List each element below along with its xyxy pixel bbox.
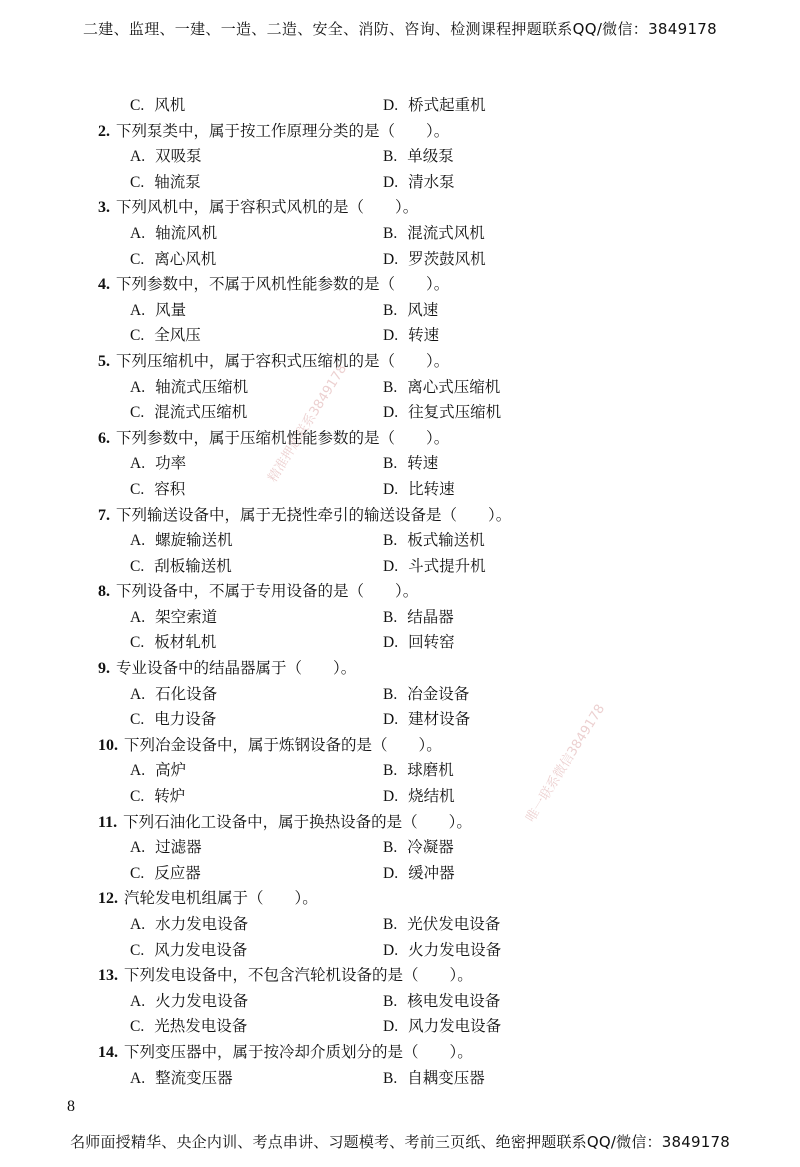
option-row [0,682,800,708]
option: B. 风速 [383,300,439,319]
option: C. 风力发电设备 [130,940,248,959]
option: B. 球磨机 [383,761,454,780]
option: C. 电力设备 [130,710,217,729]
option-row [0,144,800,170]
option: D. 回转窑 [383,633,455,652]
option-row [0,400,800,426]
option: D. 清水泵 [383,172,455,191]
option: C. 光热发电设备 [130,1017,248,1036]
option-row [0,784,800,810]
option-row [0,938,800,964]
question-number: 5. [98,352,110,370]
option-row [0,861,800,887]
option: A. 功率 [130,454,187,473]
option: A. 螺旋输送机 [130,531,233,550]
option: B. 结晶器 [383,607,454,626]
option: B. 单级泵 [383,147,454,166]
option: A. 轴流风机 [130,223,218,242]
option: A. 高炉 [130,761,187,780]
option: B. 核电发电设备 [383,991,501,1010]
option-row [0,93,800,119]
option: C. 转炉 [130,787,186,806]
option: B. 板式输送机 [383,531,485,550]
question-number: 14. [98,1043,118,1061]
option: A. 双吸泵 [130,147,202,166]
question-stem [0,810,800,836]
question-list [0,93,800,1091]
question-text: 下列风机中，属于容积式风机的是（ ）。 [116,198,419,217]
option-row [0,451,800,477]
question-stem [0,963,800,989]
option: D. 斗式提升机 [383,556,486,575]
option: C. 刮板输送机 [130,556,232,575]
page-header: 二建、监理、一建、一造、二造、安全、消防、咨询、检测课程押题联系QQ/微信：3849178 [83,20,717,38]
option: A. 轴流式压缩机 [130,377,249,396]
option: B. 离心式压缩机 [383,377,501,396]
question-number: 10. [98,736,118,754]
question-number: 9. [98,660,110,678]
option: D. 罗茨鼓风机 [383,249,486,268]
question-number: 7. [98,506,110,524]
option-row [0,221,800,247]
option: D. 转速 [383,326,440,345]
question-text: 下列参数中，不属于风机性能参数的是（ ）。 [116,275,450,294]
question-stem [0,272,800,298]
question-stem [0,656,800,682]
question-text: 下列输送设备中，属于无挠性牵引的输送设备是（ ）。 [116,505,512,524]
option: D. 建材设备 [383,710,471,729]
option: A. 过滤器 [130,838,202,857]
option: D. 火力发电设备 [383,940,502,959]
page-number: 8 [67,1098,75,1115]
question-number: 12. [98,890,118,908]
option: B. 自耦变压器 [383,1068,485,1087]
option: C. 全风压 [130,326,201,345]
question-number: 6. [98,429,110,447]
page-footer: 名师面授精华、央企内训、考点串讲、习题模考、考前三页纸、绝密押题联系QQ/微信：3849178 [70,1133,730,1151]
question-stem [0,195,800,221]
question-text: 下列变压器中，属于按冷却介质划分的是（ ）。 [124,1042,473,1061]
option-row [0,247,800,273]
option: A. 水力发电设备 [130,915,249,933]
option-row [0,758,800,784]
question-text: 下列冶金设备中，属于炼钢设备的是（ ）。 [124,735,442,754]
option: C. 反应器 [130,863,201,882]
option: D. 风力发电设备 [383,1017,502,1036]
option: C. 风机 [130,96,186,114]
option: C. 板材轧机 [130,633,217,652]
option-row [0,375,800,401]
option-row [0,477,800,503]
option-row [0,630,800,656]
option: B. 混流式风机 [383,223,485,242]
watermark: 精准押题联系3849178 [265,361,351,486]
option: B. 冶金设备 [383,684,470,703]
option-row [0,298,800,324]
option: D. 比转速 [383,479,455,498]
question-stem [0,349,800,375]
option-row [0,707,800,733]
question-number: 4. [98,276,110,294]
question-number: 2. [98,122,110,140]
option-row [0,912,800,938]
question-text: 汽轮发电机组属于（ ）。 [124,889,318,908]
option-row [0,170,800,196]
question-stem [0,733,800,759]
option: D. 往复式压缩机 [383,403,502,422]
question-text: 专业设备中的结晶器属于（ ）。 [116,659,357,678]
option: C. 轴流泵 [130,172,201,191]
option: B. 转速 [383,454,439,473]
option-row [0,1066,800,1092]
option: A. 火力发电设备 [130,991,249,1010]
watermark: 唯一联系微信3849178 [523,701,609,826]
option: A. 石化设备 [130,684,218,703]
option-row [0,989,800,1015]
question-text: 下列发电设备中，不包含汽轮机设备的是（ ）。 [124,966,473,985]
question-stem [0,1040,800,1066]
question-text: 下列石油化工设备中，属于换热设备的是（ ）。 [123,812,472,831]
question-number: 3. [98,199,110,217]
question-stem [0,426,800,452]
option: C. 混流式压缩机 [130,403,248,422]
question-number: 8. [98,583,110,601]
option: B. 光伏发电设备 [383,915,501,933]
question-text: 下列设备中，不属于专用设备的是（ ）。 [116,582,419,601]
question-text: 下列参数中，属于压缩机性能参数的是（ ）。 [116,428,450,447]
option-row [0,605,800,631]
option: B. 冷凝器 [383,838,454,857]
question-stem [0,119,800,145]
option-row [0,835,800,861]
option: A. 架空索道 [130,607,218,626]
option-row [0,1014,800,1040]
option-row [0,528,800,554]
option: C. 容积 [130,479,186,498]
option-row [0,554,800,580]
option: C. 离心风机 [130,249,217,268]
question-stem [0,579,800,605]
option: A. 风量 [130,300,187,319]
question-text: 下列压缩机中，属于容积式压缩机的是（ ）。 [116,351,450,370]
question-number: 11. [98,813,118,831]
question-text: 下列泵类中，属于按工作原理分类的是（ ）。 [116,121,450,140]
option: A. 整流变压器 [130,1068,233,1087]
question-stem [0,503,800,529]
option-row [0,323,800,349]
question-stem [0,886,800,912]
option: D. 缓冲器 [383,863,455,882]
option: D. 桥式起重机 [383,96,486,114]
question-number: 13. [98,967,118,985]
option: D. 烧结机 [383,787,455,806]
